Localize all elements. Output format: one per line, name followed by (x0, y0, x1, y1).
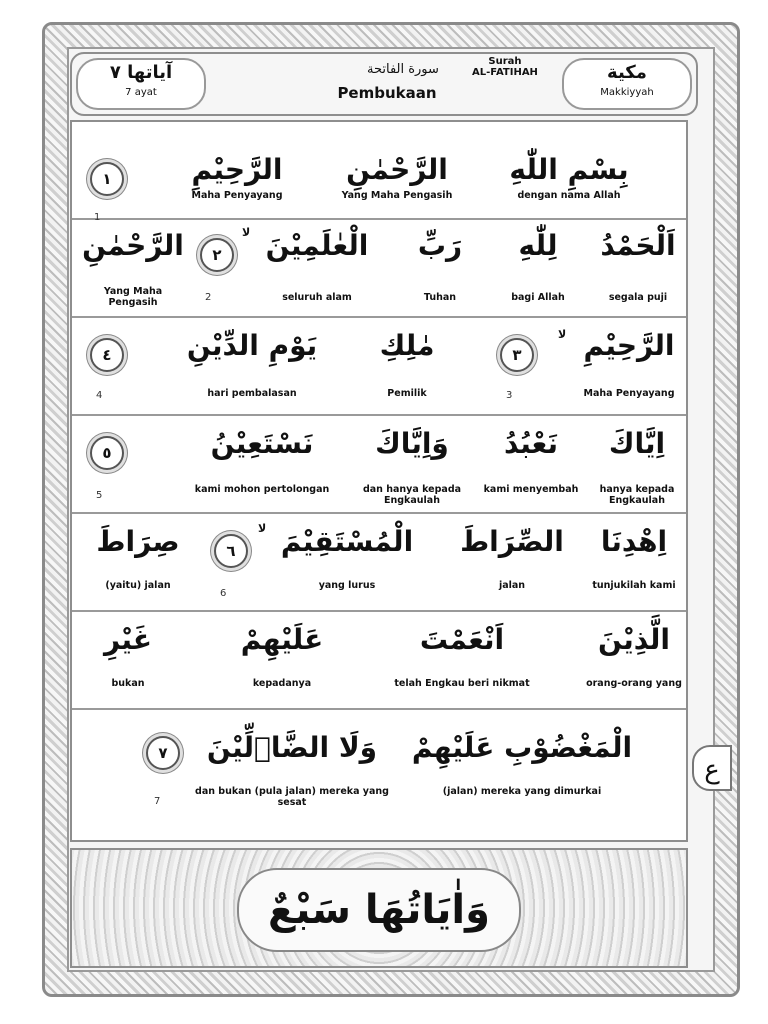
surah-header (70, 52, 698, 116)
verse-line (72, 416, 686, 514)
verse-number: 6 (220, 588, 227, 599)
verse-number-medallion: ٣ (500, 338, 534, 372)
surah-meaning-box (272, 84, 502, 112)
surah-meaning: Pembukaan (337, 84, 437, 102)
verse-number: 7 (154, 796, 161, 807)
word-block: اِهْدِنَا tunjukilah kami (592, 525, 676, 591)
word-block: الْمُسْتَقِيْمَ yang lurus (280, 525, 414, 591)
verse-number-medallion: ١ (90, 162, 124, 196)
verse-number: 4 (96, 390, 103, 401)
ayat-count-arabic: آياتها ٧ (109, 62, 173, 83)
waqf-sign: لا (258, 522, 267, 535)
surah-type-arabic: مكية (607, 62, 647, 83)
verse-number-medallion: ٧ (146, 736, 180, 770)
waqf-sign: لا (242, 226, 251, 239)
verse-line (72, 612, 686, 710)
word-block: الرَّحْمٰنِ Yang Maha Pengasih (82, 229, 184, 308)
verse-line (72, 318, 686, 416)
word-block: وَلَا الضَّاۤلِّيْنَ dan bukan (pula jalan) mereka yang sesat (195, 731, 389, 808)
verse-number-medallion: ٤ (90, 338, 124, 372)
word-block: الْمَغْضُوْبِ عَلَيْهِمْ (jalan) mereka yang dimurkai (411, 731, 633, 797)
word-block: اَلْحَمْدُ segala puji (600, 229, 676, 303)
word-block: وَاِيَّاكَ dan hanya kepada Engkaulah (362, 427, 462, 506)
word-block: الصِّرَاطَ jalan (460, 525, 564, 591)
word-block: يَوْمِ الدِّيْنِ hari pembalasan (186, 329, 318, 399)
ayat-count-latin: 7 ayat (125, 87, 157, 98)
word-block: اَنْعَمْتَ telah Engkau beri nikmat (394, 623, 530, 689)
waqf-sign: لا (558, 328, 567, 341)
verse-number: 1 (94, 212, 101, 223)
word-block: رَبِّ Tuhan (417, 229, 463, 303)
word-block: الرَّحِيْمِ Maha Penyayang (583, 329, 675, 399)
word-block: عَلَيْهِمْ kepadanya (240, 623, 324, 689)
verse-number-medallion: ٥ (90, 436, 124, 470)
ayat-count-box (76, 58, 206, 110)
surah-name-latin: Surah AL-FATIHAH (472, 56, 538, 78)
verse-line (72, 220, 686, 318)
word-block: بِسْمِ اللّٰهِ dengan nama Allah (509, 153, 629, 201)
word-block: الرَّحِيْمِ Maha Penyayang (191, 153, 283, 201)
verse-table (70, 120, 688, 842)
ruku-marker: ع (692, 745, 732, 791)
surah-name-arabic: سورة الفاتحة (367, 62, 439, 77)
verse-number: 3 (506, 390, 513, 401)
word-block: الرَّحْمٰنِ Yang Maha Pengasih (341, 153, 453, 201)
verse-line (72, 514, 686, 612)
word-block: مٰلِكِ Pemilik (379, 329, 435, 399)
footer-ornament (70, 848, 688, 968)
word-block: لِلّٰهِ bagi Allah (511, 229, 565, 303)
verse-number: 2 (205, 292, 212, 303)
footer-calligraphy: وَاٰيَاتُهَا سَبْعٌ (237, 868, 521, 952)
verse-line (72, 122, 686, 223)
word-block: الَّذِيْنَ orang-orang yang (586, 623, 682, 689)
verse-number: 5 (96, 490, 103, 501)
word-block: الْعٰلَمِيْنَ seluruh alam (265, 229, 369, 303)
word-block: نَسْتَعِيْنُ kami mohon pertolongan (194, 427, 330, 495)
word-block: غَيْرِ bukan (104, 623, 152, 689)
word-block: صِرَاطَ (yaitu) jalan (96, 525, 180, 591)
verse-number-medallion: ٦ (214, 534, 248, 568)
verse-number-medallion: ٢ (200, 238, 234, 272)
word-block: نَعْبُدُ kami menyembah (483, 427, 579, 495)
word-block: اِيَّاكَ hanya kepada Engkaulah (599, 427, 675, 506)
surah-type-latin: Makkiyyah (600, 87, 654, 98)
surah-type-box (562, 58, 692, 110)
verse-line (72, 710, 686, 840)
